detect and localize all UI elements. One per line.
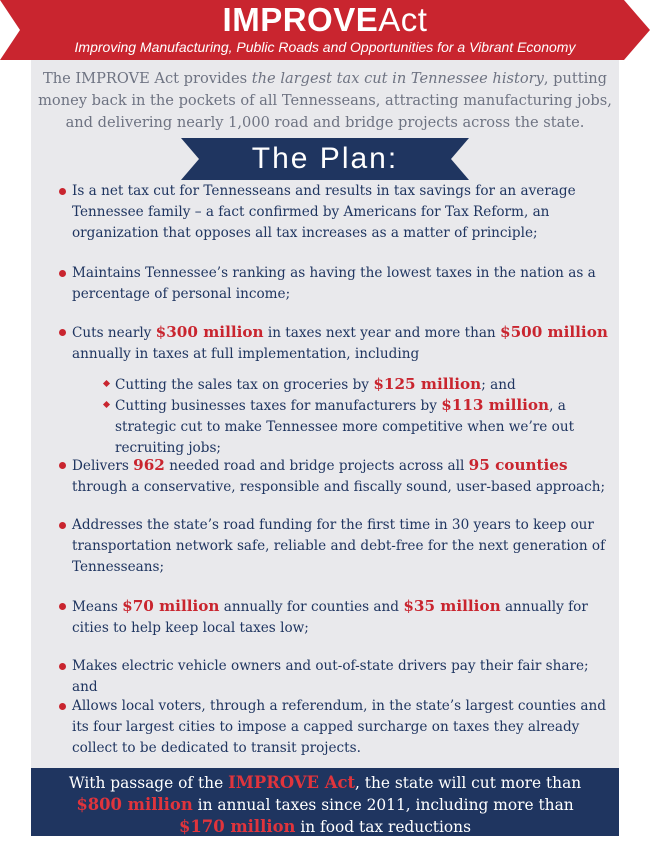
sub-list-item <box>115 374 605 396</box>
highlight-amount: $500 million <box>500 323 608 341</box>
sub-list-item <box>115 395 605 459</box>
list-item <box>72 181 612 244</box>
intro-text-2: , putting money back in the pockets of all Tennesseans, attracting manufacturing jobs, and delivering nearly 1,000 road and bridge projects across the state. <box>38 70 612 131</box>
item-text: Is a net tax cut for Tennesseans and results in tax savings for an average Tennessee family – a fact confirmed by Americans for Tax Reform, an organization that opposes all tax increases as a matter of principle; <box>72 183 576 241</box>
bullet-dot <box>59 703 66 710</box>
item-text: Delivers <box>72 458 134 474</box>
intro-text-1: The IMPROVE Act provides <box>42 70 252 87</box>
item-text: Cuts nearly <box>72 325 156 341</box>
footer-text-part: With passage of the <box>68 774 229 792</box>
plan-heading: The Plan: <box>251 142 399 175</box>
item-text: Makes electric vehicle owners and out-of-state drivers pay their fair share; and <box>72 658 589 695</box>
item-text: ; and <box>481 377 516 393</box>
title-light: Act <box>378 1 428 38</box>
highlight-amount: $35 million <box>403 597 501 615</box>
list-item <box>72 322 612 365</box>
banner-subtitle: Improving Manufacturing, Public Roads and Opportunities for a Vibrant Economy <box>74 39 576 55</box>
intro-emphasis: the largest tax cut in Tennessee history <box>251 70 544 87</box>
list-item <box>72 515 612 578</box>
header-banner <box>0 0 650 60</box>
footer-highlight: IMPROVE Act <box>228 773 356 792</box>
bullet-dot <box>59 329 66 336</box>
footer-text <box>31 772 619 838</box>
item-text: , a strategic cut to make Tennessee more competitive when we’re out recruiting jobs; <box>115 398 575 456</box>
list-item <box>72 596 612 639</box>
list-item <box>72 656 612 698</box>
intro-paragraph <box>34 68 616 134</box>
bullet-dot <box>59 188 66 195</box>
bullet-dot <box>59 270 66 277</box>
item-text: annually for cities to help keep local taxes low; <box>72 599 588 636</box>
item-text: Allows local voters, through a referendum, in the state’s largest counties and its four largest cities to impose a capped surcharge on taxes they already collect to be dedicated to transit projects. <box>72 698 606 756</box>
item-text: Cutting the sales tax on groceries by <box>115 377 374 393</box>
highlight-amount: $125 million <box>373 375 482 393</box>
footer-text-part: in food tax reductions <box>295 818 471 836</box>
item-text: Maintains Tennessee’s ranking as having the lowest taxes in the nation as a percentage of personal income; <box>72 265 596 302</box>
item-text: annually in taxes at full implementation, including <box>72 346 420 362</box>
bullet-dot <box>59 603 66 610</box>
highlight-number: 95 counties <box>468 456 568 474</box>
item-text: Cutting businesses taxes for manufacturers by <box>115 398 442 414</box>
footer-callout <box>31 768 619 836</box>
list-item <box>72 263 612 305</box>
footer-text-part: in annual taxes since 2011, including more than <box>192 796 574 814</box>
highlight-amount: $70 million <box>122 597 220 615</box>
banner-title <box>0 1 650 39</box>
item-text: annually for counties and <box>219 599 404 615</box>
item-text: Means <box>72 599 123 615</box>
bullet-dot <box>59 462 66 469</box>
bullet-dot <box>59 663 66 670</box>
highlight-amount: $113 million <box>441 396 550 414</box>
footer-highlight: $800 million <box>76 795 193 814</box>
list-item <box>72 455 612 498</box>
item-text: through a conservative, responsible and fiscally sound, user-based approach; <box>72 479 606 495</box>
item-text: Addresses the state’s road funding for the first time in 30 years to keep our transportation network safe, reliable and debt-free for the next generation of Tennesseans; <box>72 517 606 575</box>
bullet-dot <box>59 522 66 529</box>
highlight-amount: $300 million <box>155 323 264 341</box>
plan-heading-ribbon <box>181 138 469 180</box>
footer-text-part: , the state will cut more than <box>355 774 582 792</box>
title-bold: IMPROVE <box>222 1 379 38</box>
list-item <box>72 696 612 759</box>
item-text: needed road and bridge projects across all <box>164 458 469 474</box>
item-text: in taxes next year and more than <box>263 325 500 341</box>
highlight-number: 962 <box>133 456 165 474</box>
footer-highlight: $170 million <box>179 817 296 836</box>
